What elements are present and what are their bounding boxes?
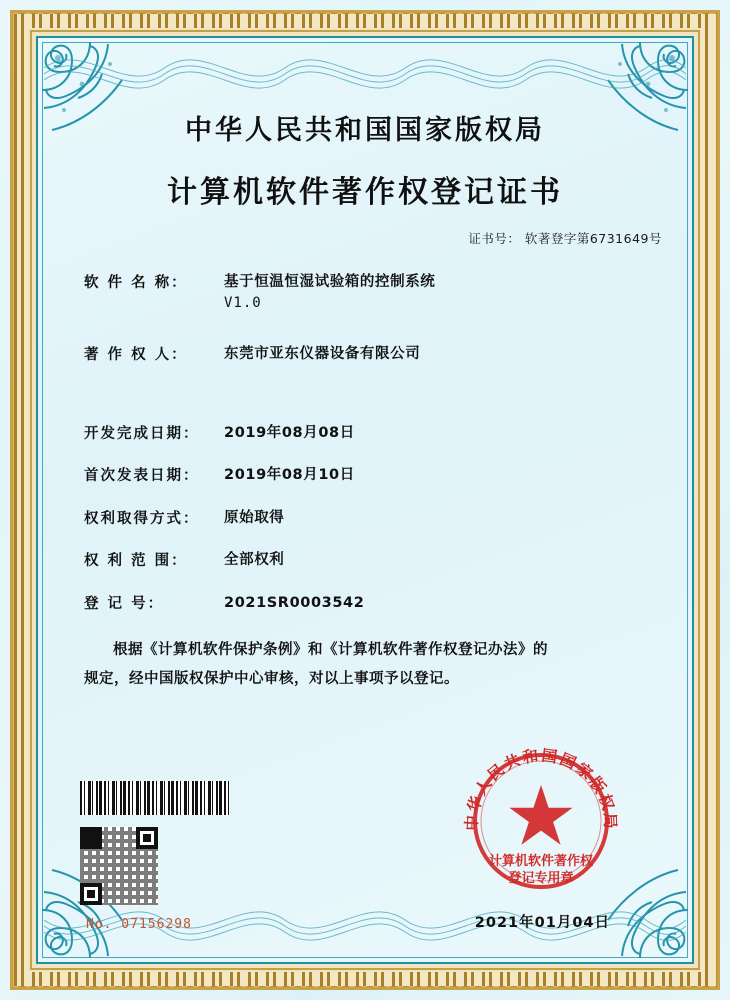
- field-value-text: 2021SR0003542: [224, 594, 365, 611]
- seal-inner-line-2: 登记专用章: [508, 871, 574, 886]
- field-value-text: 2019年08月10日: [224, 467, 355, 484]
- statement-line-1: 根据《计算机软件保护条例》和《计算机软件著作权登记办法》的: [113, 641, 548, 658]
- issuer-title: 中华人民共和国国家版权局: [185, 115, 545, 146]
- codes-block: [80, 781, 230, 905]
- fields-list: [60, 271, 670, 614]
- field-copyright-owner: [84, 343, 670, 365]
- qr-code: [80, 827, 158, 905]
- field-acquisition-method: [84, 507, 670, 529]
- field-value-text: 基于恒温恒湿试验箱的控制系统: [224, 274, 436, 290]
- field-value-text: 原始取得: [224, 509, 285, 526]
- issue-date: 2021年01月04日: [474, 915, 610, 931]
- field-rights-scope: [84, 549, 670, 571]
- field-label: 开发完成日期：: [84, 425, 200, 442]
- seal-outer-text: 中华人民共和国国家版权局: [461, 745, 621, 832]
- legal-statement: [60, 636, 670, 694]
- field-label: 登 记 号：: [84, 595, 165, 612]
- field-label: 权 利 范 围：: [84, 553, 188, 570]
- field-label: 首次发表日期：: [84, 468, 200, 485]
- statement-line-2: 规定，经中国版权保护中心审核，对以上事项予以登记。: [84, 670, 459, 687]
- field-software-name: [84, 271, 670, 315]
- field-development-date: [84, 422, 670, 444]
- field-value-text: 东莞市亚东仪器设备有限公司: [224, 346, 421, 363]
- field-value-text: 2019年08月08日: [224, 424, 355, 441]
- field-label: 著 作 权 人：: [84, 347, 188, 364]
- field-value: [224, 271, 435, 315]
- star-icon: [509, 785, 572, 845]
- official-seal-stamp: [457, 737, 625, 905]
- field-first-publish-date: [84, 464, 670, 486]
- barcode: [80, 781, 230, 815]
- page-title: 计算机软件著作权登记证书: [167, 175, 563, 210]
- field-label: 软 件 名 称：: [84, 275, 188, 291]
- certificate-number: 证书号： 软著登字第6731649号: [468, 231, 662, 246]
- seal-inner-line-1: 计算机软件著作权: [488, 854, 594, 869]
- field-registration-number: [84, 592, 670, 614]
- field-value-text: 全部权利: [224, 552, 285, 569]
- field-value-version: V1.0: [224, 295, 262, 312]
- spacer: [84, 386, 670, 422]
- field-label: 权利取得方式：: [84, 510, 200, 527]
- spacer: [84, 335, 670, 343]
- serial-number: No. 07156298: [86, 917, 192, 932]
